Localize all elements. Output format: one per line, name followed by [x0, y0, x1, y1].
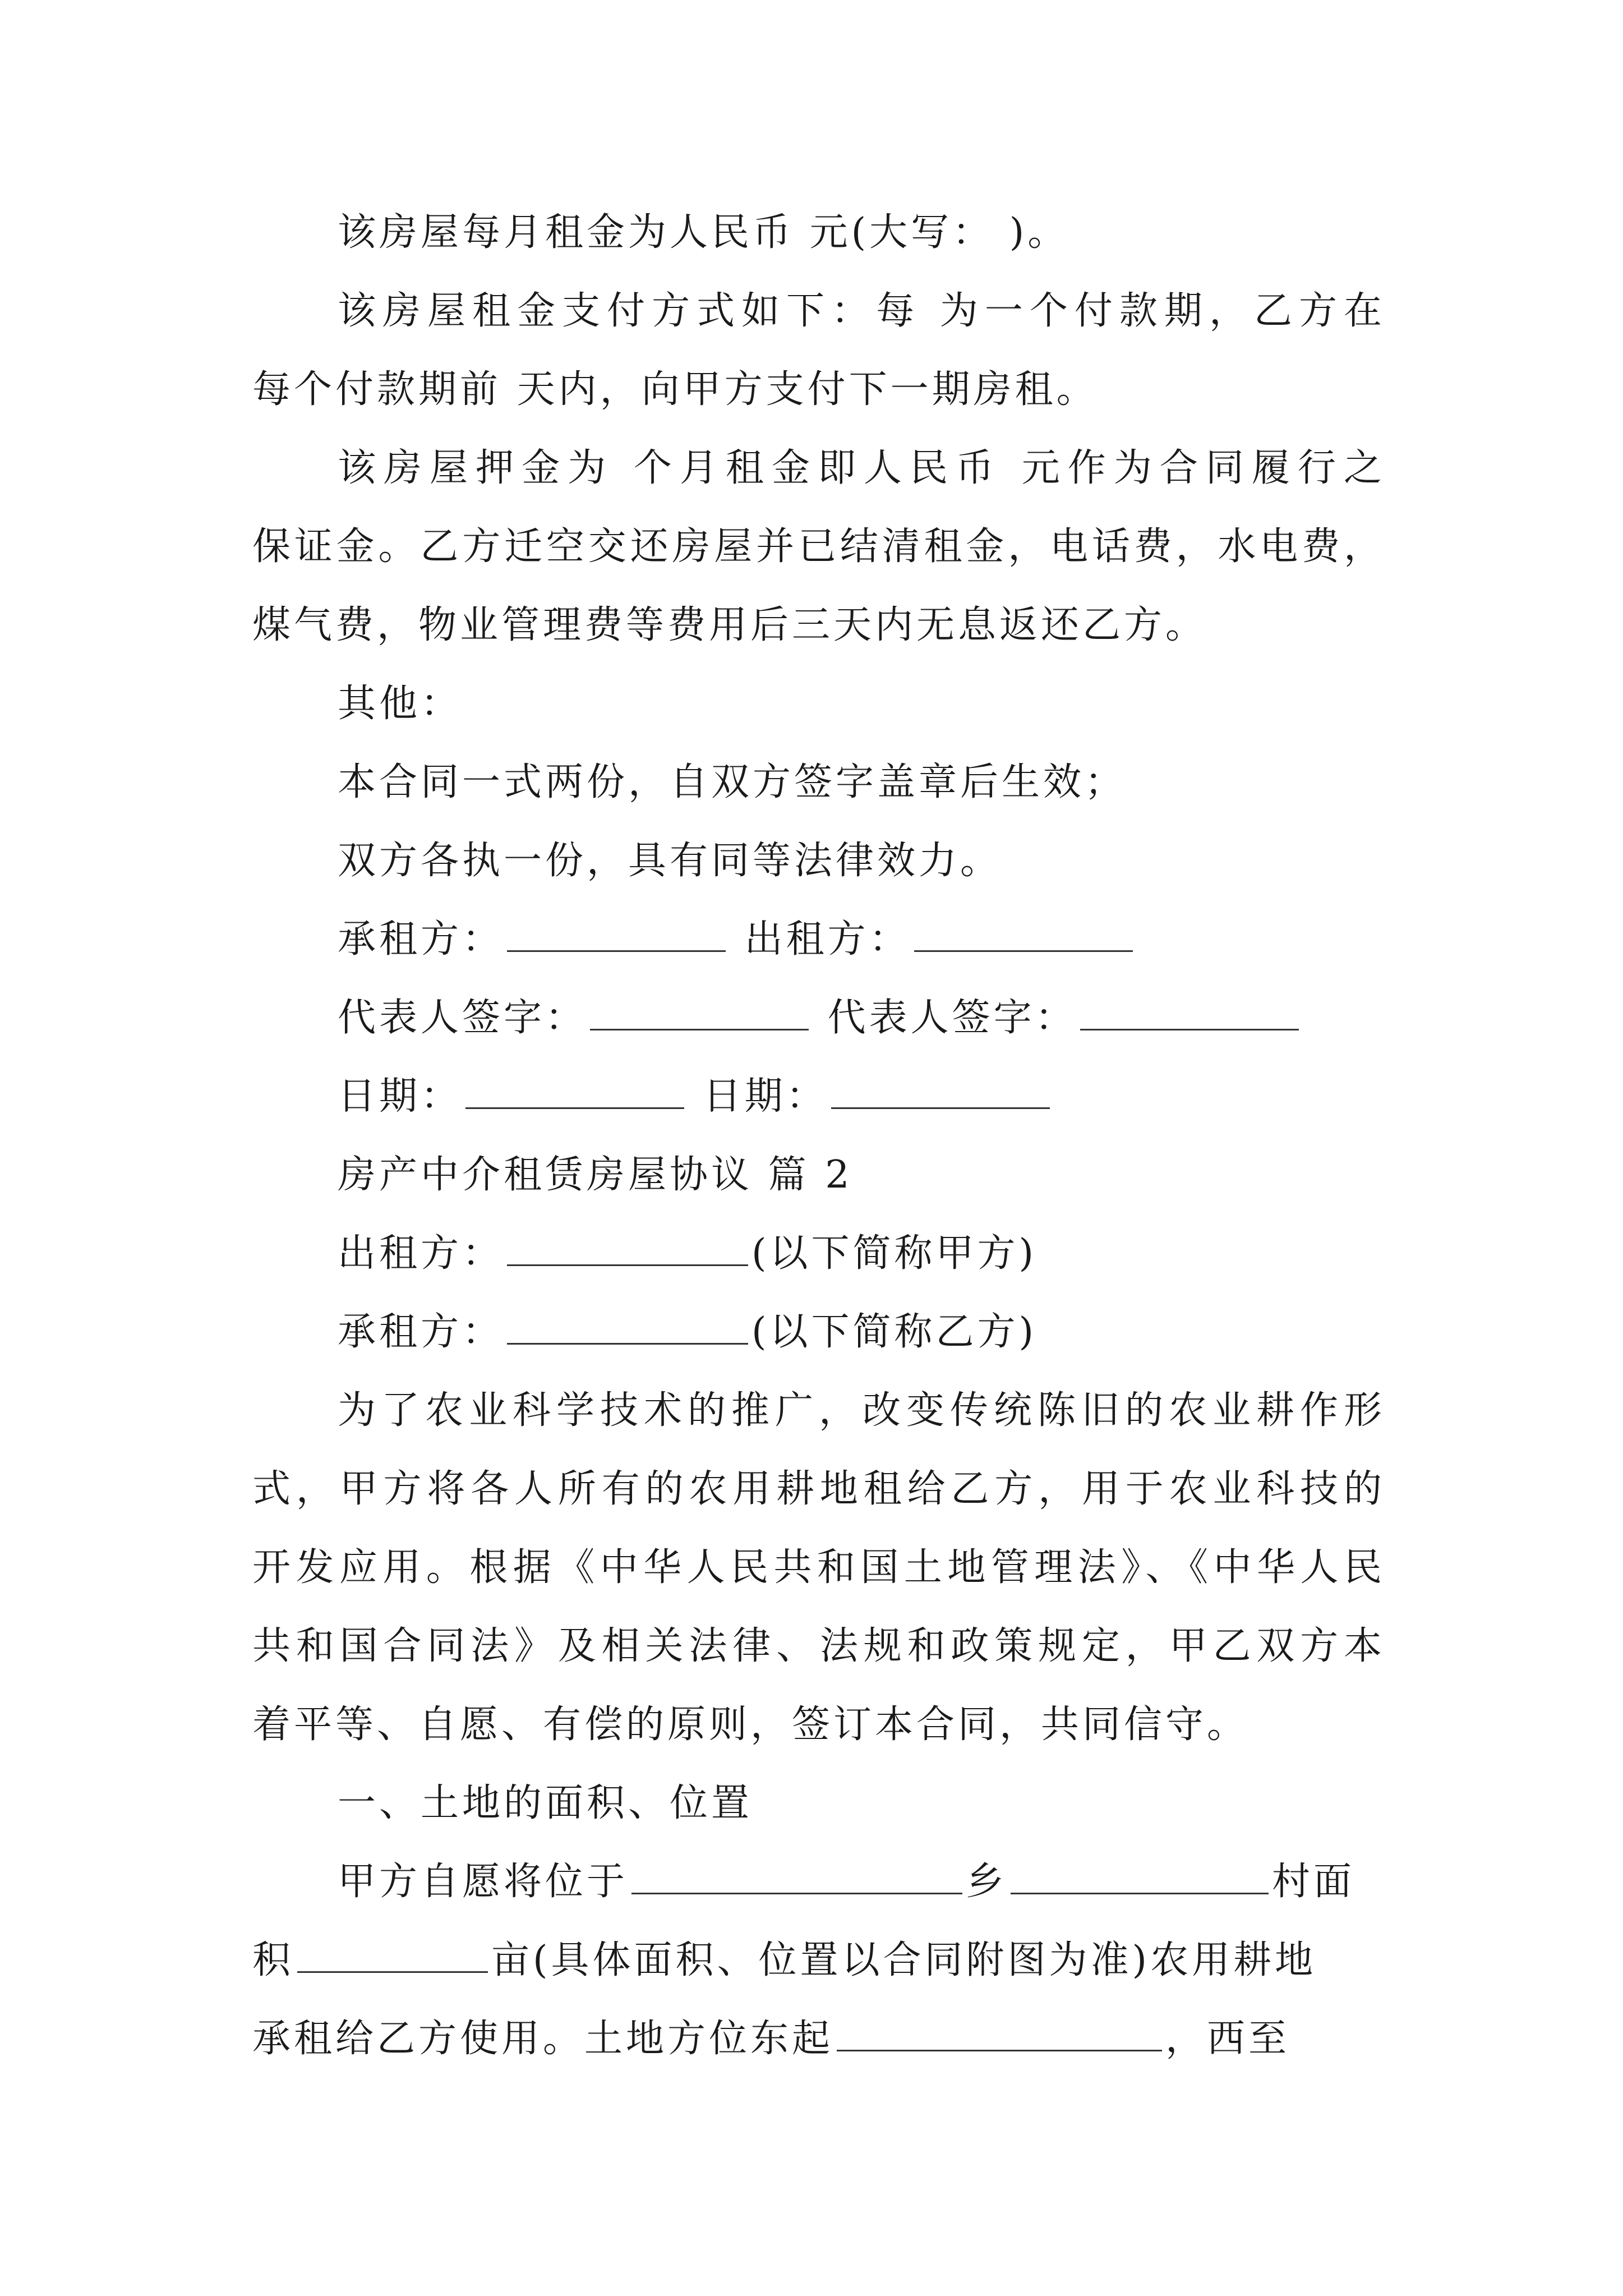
date-blank-2[interactable] [831, 1073, 1050, 1109]
land-line-2 [252, 1935, 1385, 1986]
representative-label-2: 代表人签字： [827, 996, 1077, 1040]
lessor-blank-2[interactable] [507, 1230, 748, 1266]
representative-blank[interactable] [590, 994, 809, 1030]
lessor-label: 出租方： [744, 917, 911, 961]
representative-signature-row [252, 993, 1385, 1043]
deposit-line-cont: 保证金。乙方迁空交还房屋并已结清租金，电话费，水电费， [252, 524, 1385, 569]
party-signature-row [252, 914, 1385, 965]
lessee-blank-2[interactable] [507, 1308, 748, 1345]
lessor-label-2: 出租方： [338, 1231, 504, 1276]
representative-label: 代表人签字： [338, 996, 587, 1040]
village-blank[interactable] [1011, 1858, 1269, 1894]
date-row [252, 1071, 1385, 1122]
east-boundary-text: 承租给乙方使用。土地方位东起 [252, 2017, 834, 2061]
deposit-line: 该房屋押金为 个月租金即人民币 元作为合同履行之 [338, 446, 1385, 490]
date-label: 日期： [338, 1074, 463, 1119]
land-heading: 一、土地的面积、位置 [338, 1781, 753, 1825]
section-title: 房产中介租赁房屋协议 篇 2 [338, 1153, 853, 1197]
lessee-row [252, 1307, 1385, 1358]
validity-line: 双方各执一份，具有同等法律效力。 [338, 839, 1002, 883]
lessor-blank[interactable] [914, 915, 1133, 952]
intro-paragraph-line-5: 着平等、自愿、有偿的原则，签订本合同，共同信守。 [252, 1703, 1249, 1747]
lessor-suffix: (以下简称甲方) [751, 1231, 1038, 1276]
area-unit-text: 亩(具体面积、位置以合同附图为准)农用耕地 [491, 1938, 1317, 1982]
land-line-3 [252, 2014, 1385, 2064]
rent-amount-line: 该房屋每月租金为人民币 元(大写： )。 [338, 210, 1069, 255]
lessee-label-2: 承租方： [338, 1310, 504, 1354]
township-text: 乡 [966, 1860, 1008, 1904]
intro-paragraph-line-4: 共和国合同法》及相关法律、法规和政策规定，甲乙双方本 [252, 1624, 1385, 1668]
area-blank[interactable] [297, 1936, 488, 1973]
date-label-2: 日期： [703, 1074, 828, 1119]
date-blank[interactable] [465, 1073, 684, 1109]
lessee-suffix: (以下简称乙方) [751, 1310, 1038, 1354]
land-location-text: 甲方自愿将位于 [338, 1860, 629, 1904]
intro-paragraph-line-2: 式，甲方将各人所有的农用耕地租给乙方，用于农业科技的 [252, 1467, 1385, 1511]
lessee-blank[interactable] [507, 915, 726, 952]
land-line-1 [252, 1857, 1385, 1907]
intro-paragraph-line-3: 开发应用。根据《中华人民共和国土地管理法》、《中华人民 [252, 1545, 1385, 1590]
township-blank[interactable] [631, 1858, 962, 1894]
deposit-line-end: 煤气费，物业管理费等费用后三天内无息返还乙方。 [252, 603, 1207, 647]
village-text: 村面 [1272, 1860, 1355, 1904]
lessee-label: 承租方： [338, 917, 504, 961]
payment-method-line: 该房屋租金支付方式如下：每 为一个付款期，乙方在 [338, 289, 1385, 333]
other-heading: 其他： [338, 682, 463, 726]
lessor-row [252, 1228, 1385, 1279]
area-text: 积 [252, 1938, 294, 1982]
intro-paragraph-line-1: 为了农业科学技术的推广，改变传统陈旧的农业耕作形 [338, 1388, 1385, 1433]
copies-line: 本合同一式两份，自双方签字盖章后生效； [338, 760, 1127, 804]
west-boundary-text: ，西至 [1165, 2017, 1290, 2061]
payment-method-line-cont: 每个付款期前 天内，向甲方支付下一期房租。 [252, 367, 1098, 412]
representative-blank-2[interactable] [1080, 994, 1299, 1030]
east-boundary-blank[interactable] [837, 2015, 1162, 2051]
